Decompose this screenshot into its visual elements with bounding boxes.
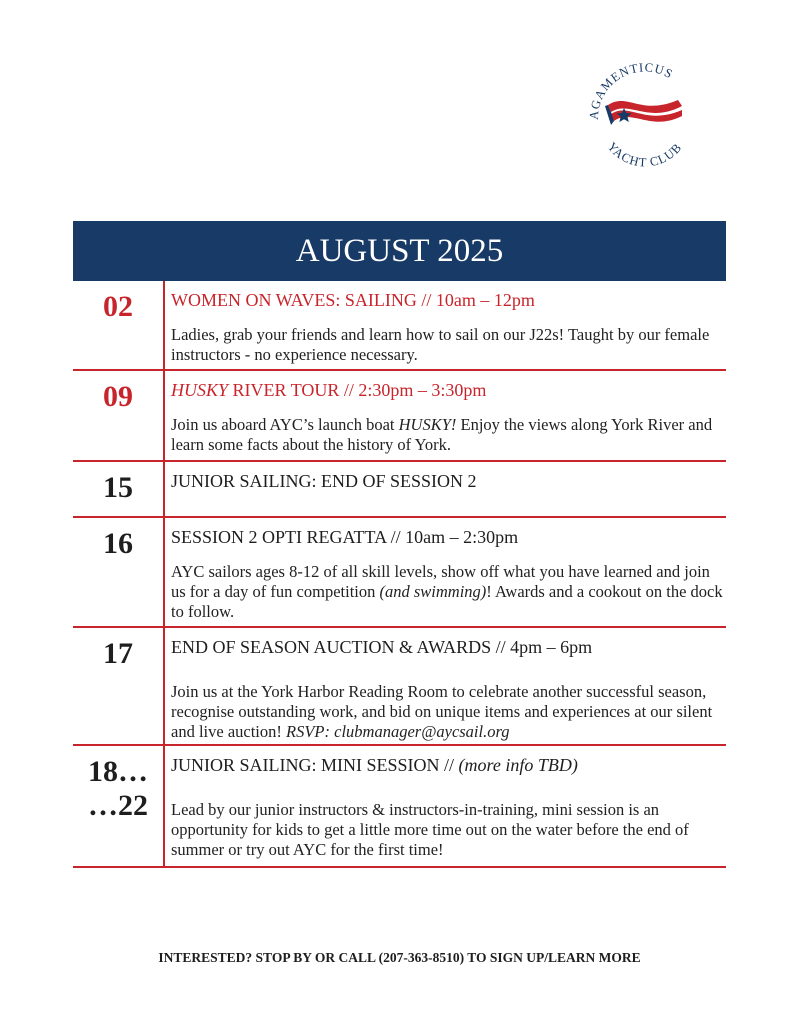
event-date: 16 <box>73 518 165 626</box>
event-title: JUNIOR SAILING: MINI SESSION // (more info TBD) <box>171 755 578 775</box>
logo-top-text: AGAMENTICUS <box>586 60 676 121</box>
event-description: Ladies, grab your friends and learn how to sail on our J22s! Taught by our female instructors - no experience necessary. <box>171 325 710 364</box>
event-row <box>73 518 726 628</box>
event-row <box>73 746 726 868</box>
events-list <box>73 281 726 868</box>
event-title: JUNIOR SAILING: END OF SESSION 2 <box>171 471 477 491</box>
event-description: Lead by our junior instructors & instructors-in-training, mini session is an opportunity for kids to get a little more time out on the water before the end of summer or try out AYC for the first time! <box>171 800 689 859</box>
event-title: HUSKY RIVER TOUR // 2:30pm – 3:30pm <box>171 380 487 400</box>
event-title: END OF SEASON AUCTION & AWARDS // 4pm – 6pm <box>171 637 593 657</box>
event-row <box>73 462 726 518</box>
svg-text:YACHT CLUB <box>605 140 685 170</box>
event-title: SESSION 2 OPTI REGATTA // 10am – 2:30pm <box>171 527 519 547</box>
event-row <box>73 281 726 371</box>
flag-icon <box>605 100 682 125</box>
event-row <box>73 628 726 746</box>
event-description: Join us aboard AYC’s launch boat HUSKY! Enjoy the views along York River and learn some facts about the history of York. <box>171 415 713 454</box>
event-date: 15 <box>73 462 165 516</box>
month-banner <box>73 221 726 281</box>
event-date: 18… …22 <box>73 746 165 866</box>
event-date: 02 <box>73 281 165 369</box>
event-description: AYC sailors ages 8-12 of all skill levels, show off what you have learned and join us for a day of fun competition (and swimming)! Awards and a cookout on the dock to follow. <box>171 562 723 621</box>
event-title: WOMEN ON WAVES: SAILING // 10am – 12pm <box>171 290 535 310</box>
footer-call-to-action: INTERESTED? STOP BY OR CALL (207-363-8510) TO SIGN UP/LEARN MORE <box>158 950 641 965</box>
club-logo <box>578 50 708 180</box>
page-title: AUGUST 2025 <box>295 232 504 269</box>
logo-bottom-text: YACHT CLUB <box>604 139 685 170</box>
event-row <box>73 371 726 462</box>
event-date: 09 <box>73 371 165 460</box>
event-date: 17 <box>73 628 165 744</box>
event-description: Join us at the York Harbor Reading Room to celebrate another successful season, recognise outstanding work, and bid on unique items and experiences at our silent and live auction! RSVP: clubmanager@aycsail.org <box>171 682 713 741</box>
